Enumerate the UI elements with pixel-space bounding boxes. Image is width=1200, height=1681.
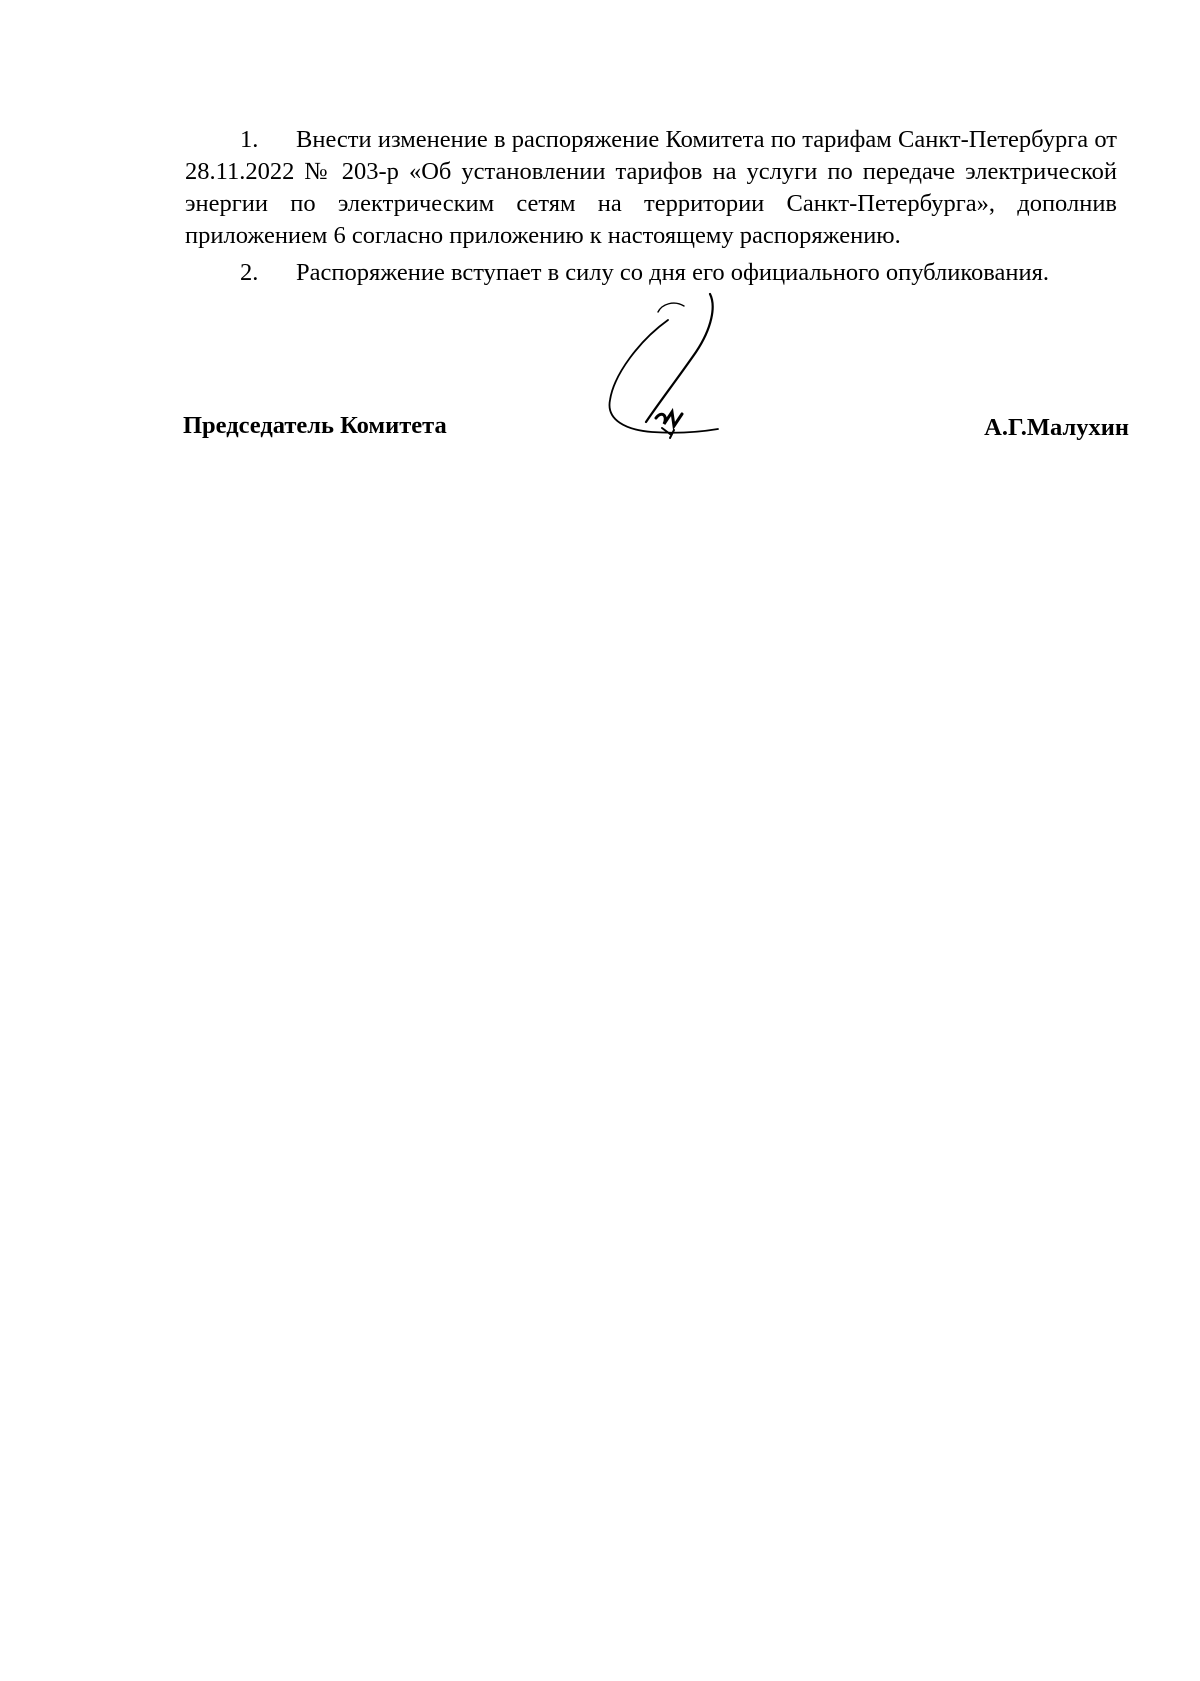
item-1-text: Внести изменение в распоряжение Комитета по тарифам Санкт-Петербурга от 28.11.2022 № 203-р «Об установлении тарифов на услуги по передаче электрической энергии по электрическим сетям на территории Санкт-Петербурга», дополнив приложением 6 согласно приложению к настоящему распоряжению.: [185, 126, 1117, 249]
item-2-number: 2.: [240, 259, 259, 286]
document-body: [185, 124, 1117, 289]
signature-block: [183, 412, 1129, 452]
item-2-text: Распоряжение вступает в силу со дня его официального опубликования.: [296, 259, 1050, 286]
signer-name: А.Г.Малухин: [984, 414, 1129, 441]
signer-position-title: Председатель Комитета: [183, 412, 447, 439]
paragraph-item-1: [185, 124, 1117, 252]
item-1-number: 1.: [240, 126, 259, 153]
